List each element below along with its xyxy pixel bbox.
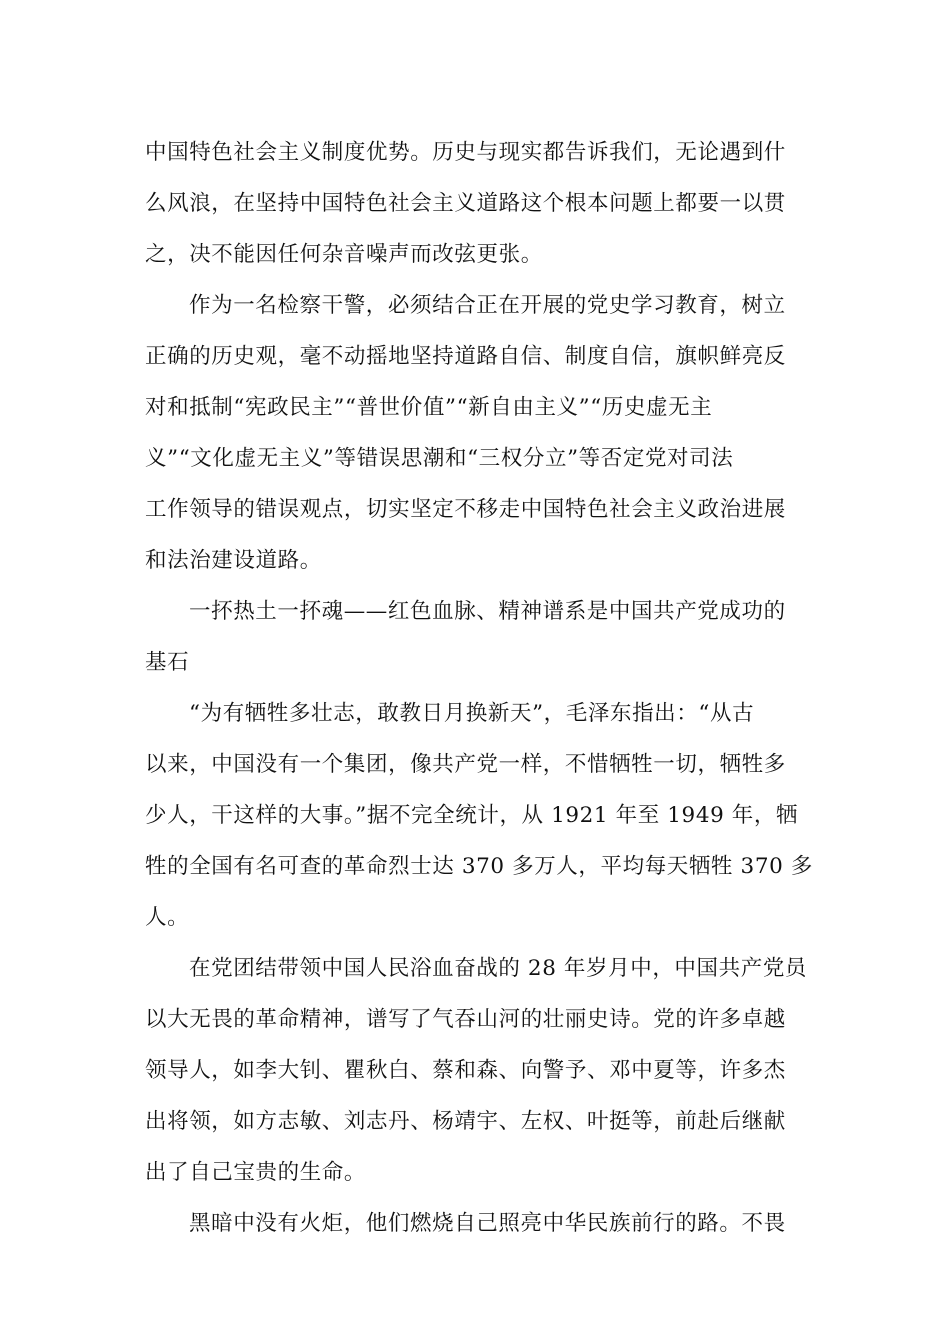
body-text <box>145 127 813 1249</box>
text-line: 以大无畏的革命精神，谱写了气吞山河的壮丽史诗。党的许多卓越 <box>145 1007 786 1032</box>
paragraph-first-line: “为有牺牲多壮志，敢教日月换新天”，毛泽东指出：“从古 <box>189 701 755 726</box>
paragraph-first-line: 在党团结带领中国人民浴血奋战的 28 年岁月中，中国共产党员 <box>189 956 808 981</box>
paragraph-first-line: 作为一名检察干警，必须结合正在开展的党史学习教育，树立 <box>189 293 786 318</box>
section-heading-line: 基石 <box>145 650 190 675</box>
text-line: 和法治建设道路。 <box>145 548 322 573</box>
text-line: 正确的历史观，毫不动摇地坚持道路自信、制度自信，旗帜鲜亮反 <box>145 344 786 369</box>
text-line: 以来，中国没有一个集团，像共产党一样，不惜牺牲一切，牺牲多 <box>145 752 786 777</box>
text-line: 少人，干这样的大事。”据不完全统计，从 1921 年至 1949 年，牺 <box>145 803 799 828</box>
text-line: 么风浪，在坚持中国特色社会主义道路这个根本问题上都要一以贯 <box>145 191 786 216</box>
text-line: 牲的全国有名可查的革命烈士达 370 多万人，平均每天牺牲 370 多 <box>145 854 813 879</box>
text-line: 出了自己宝贵的生命。 <box>145 1160 367 1185</box>
text-line: 人。 <box>145 905 190 930</box>
text-line: 对和抵制“宪政民主”“普世价值”“新自由主义”“历史虚无主 <box>145 395 713 420</box>
paragraph-first-line: 黑暗中没有火炬，他们燃烧自己照亮中华民族前行的路。不畏 <box>189 1211 786 1236</box>
text-line: 出将领，如方志敏、刘志丹、杨靖宇、左权、叶挺等，前赴后继献 <box>145 1109 786 1134</box>
text-line: 领导人，如李大钊、瞿秋白、蔡和森、向警予、邓中夏等，许多杰 <box>145 1058 786 1083</box>
text-line: 中国特色社会主义制度优势。历史与现实都告诉我们，无论遇到什 <box>145 140 786 165</box>
section-heading-line: 一抔热土一抔魂——红色血脉、精神谱系是中国共产党成功的 <box>189 599 786 624</box>
text-line: 之，决不能因任何杂音噪声而改弦更张。 <box>145 242 543 267</box>
text-line: 义”“文化虚无主义”等错误思潮和“三权分立”等否定党对司法 <box>145 446 734 471</box>
text-line: 工作领导的错误观点，切实坚定不移走中国特色社会主义政治进展 <box>145 497 786 522</box>
